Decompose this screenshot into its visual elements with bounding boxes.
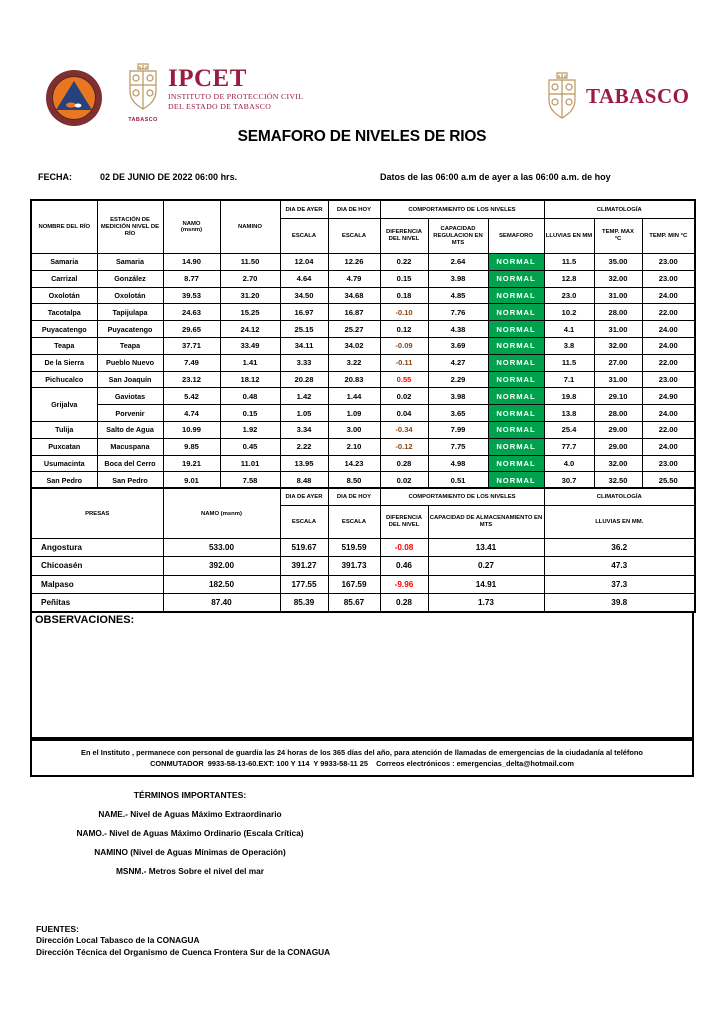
namo-cell: 533.00 <box>163 539 280 557</box>
capacidad-cell: 4.27 <box>428 354 488 371</box>
namo-cell: 39.53 <box>163 287 220 304</box>
namino-cell: 11.01 <box>220 455 280 472</box>
semaforo-status-cell: NORMAL <box>488 354 544 371</box>
ipcet-subtitle-2: DEL ESTADO DE TABASCO <box>168 101 272 111</box>
river-name-cell: Grijalva <box>31 388 97 422</box>
river-row <box>31 421 695 438</box>
col-capacidad: CAPACIDAD REGULACION EN MTS <box>428 219 488 254</box>
page-title: SEMAFORO DE NIVELES DE RIOS <box>237 128 487 145</box>
namo-cell: 8.77 <box>163 270 220 287</box>
presa-name-cell: Angostura <box>31 539 163 557</box>
namino-cell: 15.25 <box>220 304 280 321</box>
col-presas-capacidad: CAPACIDAD DE ALMACENAMIENTO EN MTS <box>428 506 544 539</box>
river-name-cell: Oxolotán <box>31 287 97 304</box>
crest-left-label: TABASCO <box>128 117 158 123</box>
semaforo-status-cell: NORMAL <box>488 254 544 271</box>
river-row <box>31 254 695 271</box>
temp-min-cell: 24.00 <box>642 287 695 304</box>
col-namo-line1: NAMO <box>182 221 201 227</box>
presa-name-cell: Peñitas <box>31 593 163 611</box>
river-row <box>31 304 695 321</box>
station-cell: Samaria <box>97 254 163 271</box>
namo-cell: 23.12 <box>163 371 220 388</box>
escala-hoy-cell: 519.59 <box>328 539 380 557</box>
namo-cell: 4.74 <box>163 405 220 422</box>
terminos-title: TÉRMINOS IMPORTANTES: <box>133 790 247 800</box>
escala-hoy-cell: 8.50 <box>328 472 380 489</box>
capacidad-cell: 3.98 <box>428 270 488 287</box>
temp-min-cell: 22.00 <box>642 304 695 321</box>
semaforo-status-cell: NORMAL <box>488 371 544 388</box>
temp-min-cell: 23.00 <box>642 455 695 472</box>
temp-max-cell: 29.00 <box>594 421 642 438</box>
escala-ayer-cell: 177.55 <box>280 575 328 593</box>
escala-ayer-cell: 16.97 <box>280 304 328 321</box>
river-row <box>31 354 695 371</box>
capacidad-cell: 7.76 <box>428 304 488 321</box>
namo-cell: 9.01 <box>163 472 220 489</box>
semaforo-status-cell: NORMAL <box>488 304 544 321</box>
fecha-value: 02 DE JUNIO DE 2022 06:00 hrs. <box>100 172 238 182</box>
tabasco-crest-left <box>126 63 160 121</box>
namino-cell: 2.70 <box>220 270 280 287</box>
presas-tbody <box>31 539 695 612</box>
capacidad-cell: 0.51 <box>428 472 488 489</box>
temp-min-cell: 22.00 <box>642 421 695 438</box>
temp-min-cell: 25.50 <box>642 472 695 489</box>
station-cell: Porvenir <box>97 405 163 422</box>
escala-hoy-cell: 167.59 <box>328 575 380 593</box>
col-temp-max-line2: °C <box>614 236 622 242</box>
semaforo-status-cell: NORMAL <box>488 421 544 438</box>
river-name-cell: Samaria <box>31 254 97 271</box>
escala-hoy-cell: 3.00 <box>328 421 380 438</box>
col-presas-lluvias: LLUVIAS EN MM. <box>544 506 695 539</box>
col-climatologia: CLIMATOLOGÍA <box>544 200 695 219</box>
semaforo-status-cell: NORMAL <box>488 455 544 472</box>
col-temp-max <box>594 219 642 254</box>
river-name-cell: Puyacatengo <box>31 321 97 338</box>
namo-cell: 392.00 <box>163 557 280 575</box>
diferencia-cell: -9.96 <box>380 575 428 593</box>
river-name-cell: De la Sierra <box>31 354 97 371</box>
escala-hoy-cell: 25.27 <box>328 321 380 338</box>
station-cell: Boca del Cerro <box>97 455 163 472</box>
presas-header-row-1 <box>31 488 695 506</box>
col-presas-climatologia: CLIMATOLOGÍA <box>544 488 695 506</box>
temp-min-cell: 24.00 <box>642 321 695 338</box>
station-cell: San Joaquín <box>97 371 163 388</box>
col-namo <box>163 200 220 254</box>
observaciones-box <box>30 611 694 739</box>
diferencia-cell: -0.12 <box>380 438 428 455</box>
col-presas: PRESAS <box>31 488 163 539</box>
escala-hoy-cell: 34.68 <box>328 287 380 304</box>
temp-min-cell: 24.00 <box>642 405 695 422</box>
station-cell: Pueblo Nuevo <box>97 354 163 371</box>
namo-cell: 5.42 <box>163 388 220 405</box>
lluvias-cell: 30.7 <box>544 472 594 489</box>
col-namino: NAMINO <box>220 200 280 254</box>
diferencia-cell: 0.02 <box>380 388 428 405</box>
presa-row <box>31 575 695 593</box>
fuente-item: Dirección Local Tabasco de la CONAGUA <box>36 935 200 945</box>
semaforo-status-cell: NORMAL <box>488 405 544 422</box>
temp-max-cell: 31.00 <box>594 287 642 304</box>
termino-item: MSNM.- Metros Sobre el nivel del mar <box>116 866 264 876</box>
river-row <box>31 388 695 405</box>
diferencia-cell: 0.55 <box>380 371 428 388</box>
presa-row <box>31 557 695 575</box>
col-presas-dia-hoy: DIA DE HOY <box>328 488 380 506</box>
lluvias-cell: 37.3 <box>544 575 695 593</box>
termino-item: NAMINO (Nivel de Aguas Mínimas de Operación) <box>94 847 286 857</box>
escala-hoy-cell: 3.22 <box>328 354 380 371</box>
termino-item: NAMO.- Nivel de Aguas Máximo Ordinario (Escala Crítica) <box>76 828 304 838</box>
capacidad-cell: 7.99 <box>428 421 488 438</box>
col-presas-namo: NAMO (msnm) <box>163 488 280 539</box>
river-name-cell: Puxcatan <box>31 438 97 455</box>
lluvias-cell: 47.3 <box>544 557 695 575</box>
escala-hoy-cell: 20.83 <box>328 371 380 388</box>
escala-hoy-cell: 12.26 <box>328 254 380 271</box>
lluvias-cell: 25.4 <box>544 421 594 438</box>
temp-min-cell: 24.90 <box>642 388 695 405</box>
namino-cell: 0.45 <box>220 438 280 455</box>
namo-cell: 7.49 <box>163 354 220 371</box>
river-name-cell: Tulija <box>31 421 97 438</box>
diferencia-cell: 0.22 <box>380 254 428 271</box>
escala-hoy-cell: 1.09 <box>328 405 380 422</box>
lluvias-cell: 4.0 <box>544 455 594 472</box>
semaforo-status-cell: NORMAL <box>488 438 544 455</box>
escala-ayer-cell: 25.15 <box>280 321 328 338</box>
namino-cell: 1.92 <box>220 421 280 438</box>
escala-ayer-cell: 2.22 <box>280 438 328 455</box>
temp-min-cell: 23.00 <box>642 371 695 388</box>
namo-cell: 14.90 <box>163 254 220 271</box>
namino-cell: 0.15 <box>220 405 280 422</box>
namo-cell: 87.40 <box>163 593 280 611</box>
temp-min-cell: 24.00 <box>642 337 695 354</box>
escala-hoy-cell: 391.73 <box>328 557 380 575</box>
escala-ayer-cell: 1.42 <box>280 388 328 405</box>
capacidad-cell: 0.27 <box>428 557 544 575</box>
col-lluvias: LLUVIAS EN MM <box>544 219 594 254</box>
namo-cell: 182.50 <box>163 575 280 593</box>
col-escala-hoy: ESCALA <box>328 219 380 254</box>
river-row <box>31 371 695 388</box>
capacidad-cell: 13.41 <box>428 539 544 557</box>
river-row <box>31 287 695 304</box>
namino-cell: 18.12 <box>220 371 280 388</box>
lluvias-cell: 19.8 <box>544 388 594 405</box>
semaforo-status-cell: NORMAL <box>488 287 544 304</box>
rivers-tbody <box>31 254 695 489</box>
temp-max-cell: 29.10 <box>594 388 642 405</box>
temp-max-cell: 32.00 <box>594 455 642 472</box>
col-presas-diferencia: DIFERENCIA DEL NIVEL <box>380 506 428 539</box>
lluvias-cell: 11.5 <box>544 254 594 271</box>
footer-note-line1: En el Instituto , permanece con personal de guardia las 24 horas de los 365 días del año, para atención de llamadas de emergencias de la ciudadanía al teléfono <box>81 748 643 757</box>
lluvias-cell: 4.1 <box>544 321 594 338</box>
col-semaforo: SEMAFORO <box>488 219 544 254</box>
presa-row <box>31 593 695 611</box>
namo-cell: 29.65 <box>163 321 220 338</box>
escala-ayer-cell: 34.50 <box>280 287 328 304</box>
capacidad-cell: 14.91 <box>428 575 544 593</box>
temp-min-cell: 23.00 <box>642 270 695 287</box>
namino-cell: 24.12 <box>220 321 280 338</box>
lluvias-cell: 10.2 <box>544 304 594 321</box>
river-name-cell: Tacotalpa <box>31 304 97 321</box>
escala-hoy-cell: 1.44 <box>328 388 380 405</box>
capacidad-cell: 4.85 <box>428 287 488 304</box>
col-escala-ayer: ESCALA <box>280 219 328 254</box>
river-row <box>31 321 695 338</box>
escala-hoy-cell: 4.79 <box>328 270 380 287</box>
presas-table <box>30 487 696 613</box>
temp-max-cell: 29.00 <box>594 438 642 455</box>
capacidad-cell: 7.75 <box>428 438 488 455</box>
rivers-table <box>30 199 696 490</box>
col-nombre-rio: NOMBRE DEL RÍO <box>31 200 97 254</box>
semaforo-status-cell: NORMAL <box>488 472 544 489</box>
diferencia-cell: 0.28 <box>380 455 428 472</box>
namino-cell: 7.58 <box>220 472 280 489</box>
lluvias-cell: 13.8 <box>544 405 594 422</box>
escala-hoy-cell: 14.23 <box>328 455 380 472</box>
escala-ayer-cell: 3.34 <box>280 421 328 438</box>
fuente-item: Dirección Técnica del Organismo de Cuenca Frontera Sur de la CONAGUA <box>36 946 331 957</box>
escala-hoy-cell: 34.02 <box>328 337 380 354</box>
capacidad-cell: 2.29 <box>428 371 488 388</box>
col-namo-line2: (msnm) <box>180 227 203 233</box>
namino-cell: 0.48 <box>220 388 280 405</box>
fecha-label: FECHA: <box>38 172 72 182</box>
escala-ayer-cell: 1.05 <box>280 405 328 422</box>
escala-ayer-cell: 13.95 <box>280 455 328 472</box>
ipcet-logo-block <box>168 66 303 111</box>
ipcet-title: IPCET <box>168 65 247 92</box>
presa-name-cell: Malpaso <box>31 575 163 593</box>
namino-cell: 1.41 <box>220 354 280 371</box>
tabasco-crest-icon <box>126 63 160 111</box>
capacidad-cell: 4.98 <box>428 455 488 472</box>
river-row <box>31 455 695 472</box>
lluvias-cell: 36.2 <box>544 539 695 557</box>
station-cell: San Pedro <box>97 472 163 489</box>
semaforo-status-cell: NORMAL <box>488 388 544 405</box>
temp-max-cell: 28.00 <box>594 405 642 422</box>
footer-note <box>30 739 694 777</box>
temp-min-cell: 23.00 <box>642 254 695 271</box>
station-cell: González <box>97 270 163 287</box>
escala-ayer-cell: 85.39 <box>280 593 328 611</box>
fuentes-title: FUENTES: <box>36 924 79 934</box>
capacidad-cell: 3.98 <box>428 388 488 405</box>
fuentes-block <box>36 923 330 958</box>
diferencia-cell: 0.46 <box>380 557 428 575</box>
proteccion-civil-seal-icon <box>45 69 103 127</box>
lluvias-cell: 12.8 <box>544 270 594 287</box>
river-name-cell: Pichucalco <box>31 371 97 388</box>
semaforo-status-cell: NORMAL <box>488 270 544 287</box>
tabasco-logo-right <box>545 70 689 122</box>
escala-ayer-cell: 8.48 <box>280 472 328 489</box>
observaciones-label: OBSERVACIONES: <box>35 614 135 626</box>
escala-hoy-cell: 85.67 <box>328 593 380 611</box>
capacidad-cell: 2.64 <box>428 254 488 271</box>
temp-max-cell: 31.00 <box>594 371 642 388</box>
presa-name-cell: Chicoasén <box>31 557 163 575</box>
namino-cell: 33.49 <box>220 337 280 354</box>
namo-cell: 19.21 <box>163 455 220 472</box>
escala-ayer-cell: 20.28 <box>280 371 328 388</box>
namo-cell: 10.99 <box>163 421 220 438</box>
diferencia-cell: -0.34 <box>380 421 428 438</box>
river-name-cell: Usumacinta <box>31 455 97 472</box>
lluvias-cell: 11.5 <box>544 354 594 371</box>
escala-ayer-cell: 34.11 <box>280 337 328 354</box>
river-name-cell: Teapa <box>31 337 97 354</box>
col-presas-dia-ayer: DIA DE AYER <box>280 488 328 506</box>
capacidad-cell: 3.69 <box>428 337 488 354</box>
col-dia-ayer: DIA DE AYER <box>280 200 328 219</box>
river-row <box>31 405 695 422</box>
datos-note: Datos de las 06:00 a.m de ayer a las 06:00 a.m. de hoy <box>380 172 611 182</box>
col-temp-max-line1: TEMP. MAX <box>602 229 634 235</box>
temp-max-cell: 32.00 <box>594 270 642 287</box>
col-estacion: ESTACIÓN DE MEDICIÓN NIVEL DE RÍO <box>97 200 163 254</box>
escala-hoy-cell: 2.10 <box>328 438 380 455</box>
station-cell: Puyacatengo <box>97 321 163 338</box>
col-dia-hoy: DIA DE HOY <box>328 200 380 219</box>
river-row <box>31 438 695 455</box>
diferencia-cell: -0.09 <box>380 337 428 354</box>
rivers-header-row-1 <box>31 200 695 219</box>
diferencia-cell: -0.08 <box>380 539 428 557</box>
temp-max-cell: 32.00 <box>594 337 642 354</box>
termino-item: NAME.- Nivel de Aguas Máximo Extraordinario <box>98 809 282 819</box>
river-name-cell: Carrizal <box>31 270 97 287</box>
river-row <box>31 270 695 287</box>
terminos-block <box>30 790 350 885</box>
col-temp-min: TEMP. MIN °C <box>642 219 695 254</box>
station-cell: Gaviotas <box>97 388 163 405</box>
capacidad-cell: 1.73 <box>428 593 544 611</box>
escala-ayer-cell: 4.64 <box>280 270 328 287</box>
escala-hoy-cell: 16.87 <box>328 304 380 321</box>
temp-min-cell: 22.00 <box>642 354 695 371</box>
semaforo-status-cell: NORMAL <box>488 337 544 354</box>
escala-ayer-cell: 391.27 <box>280 557 328 575</box>
temp-min-cell: 24.00 <box>642 438 695 455</box>
capacidad-cell: 4.38 <box>428 321 488 338</box>
diferencia-cell: 0.15 <box>380 270 428 287</box>
capacidad-cell: 3.65 <box>428 405 488 422</box>
river-row <box>31 337 695 354</box>
namo-cell: 9.85 <box>163 438 220 455</box>
lluvias-cell: 7.1 <box>544 371 594 388</box>
col-diferencia: DIFERENCIA DEL NIVEL <box>380 219 428 254</box>
semaforo-status-cell: NORMAL <box>488 321 544 338</box>
river-name-cell: San Pedro <box>31 472 97 489</box>
temp-max-cell: 35.00 <box>594 254 642 271</box>
lluvias-cell: 77.7 <box>544 438 594 455</box>
diferencia-cell: 0.04 <box>380 405 428 422</box>
lluvias-cell: 39.8 <box>544 593 695 611</box>
diferencia-cell: 0.02 <box>380 472 428 489</box>
station-cell: Macuspana <box>97 438 163 455</box>
escala-ayer-cell: 519.67 <box>280 539 328 557</box>
diferencia-cell: -0.10 <box>380 304 428 321</box>
temp-max-cell: 32.50 <box>594 472 642 489</box>
diferencia-cell: 0.18 <box>380 287 428 304</box>
presa-row <box>31 539 695 557</box>
station-cell: Salto de Agua <box>97 421 163 438</box>
escala-ayer-cell: 12.04 <box>280 254 328 271</box>
col-presas-comportamiento: COMPORTAMIENTO DE LOS NIVELES <box>380 488 544 506</box>
namino-cell: 11.50 <box>220 254 280 271</box>
lluvias-cell: 23.0 <box>544 287 594 304</box>
diferencia-cell: -0.11 <box>380 354 428 371</box>
tabasco-crest-icon <box>545 70 579 122</box>
ipcet-subtitle-1: INSTITUTO DE PROTECCIÓN CIVIL <box>168 92 304 101</box>
col-presas-escala-ayer: ESCALA <box>280 506 328 539</box>
footer-note-line2: CONMUTADOR 9933-58-13-60.EXT: 100 Y 114 Y 9933-58-11 25 Correos electrónicos : emergencias_delta@hotmail.com <box>150 759 574 768</box>
diferencia-cell: 0.28 <box>380 593 428 611</box>
namo-cell: 37.71 <box>163 337 220 354</box>
namino-cell: 31.20 <box>220 287 280 304</box>
lluvias-cell: 3.8 <box>544 337 594 354</box>
col-presas-escala-hoy: ESCALA <box>328 506 380 539</box>
temp-max-cell: 27.00 <box>594 354 642 371</box>
temp-max-cell: 28.00 <box>594 304 642 321</box>
station-cell: Tapijulapa <box>97 304 163 321</box>
tabasco-wordmark: TABASCO <box>586 83 690 108</box>
station-cell: Oxolotán <box>97 287 163 304</box>
station-cell: Teapa <box>97 337 163 354</box>
namo-cell: 24.63 <box>163 304 220 321</box>
escala-ayer-cell: 3.33 <box>280 354 328 371</box>
col-comportamiento: COMPORTAMIENTO DE LOS NIVELES <box>380 200 544 219</box>
temp-max-cell: 31.00 <box>594 321 642 338</box>
diferencia-cell: 0.12 <box>380 321 428 338</box>
